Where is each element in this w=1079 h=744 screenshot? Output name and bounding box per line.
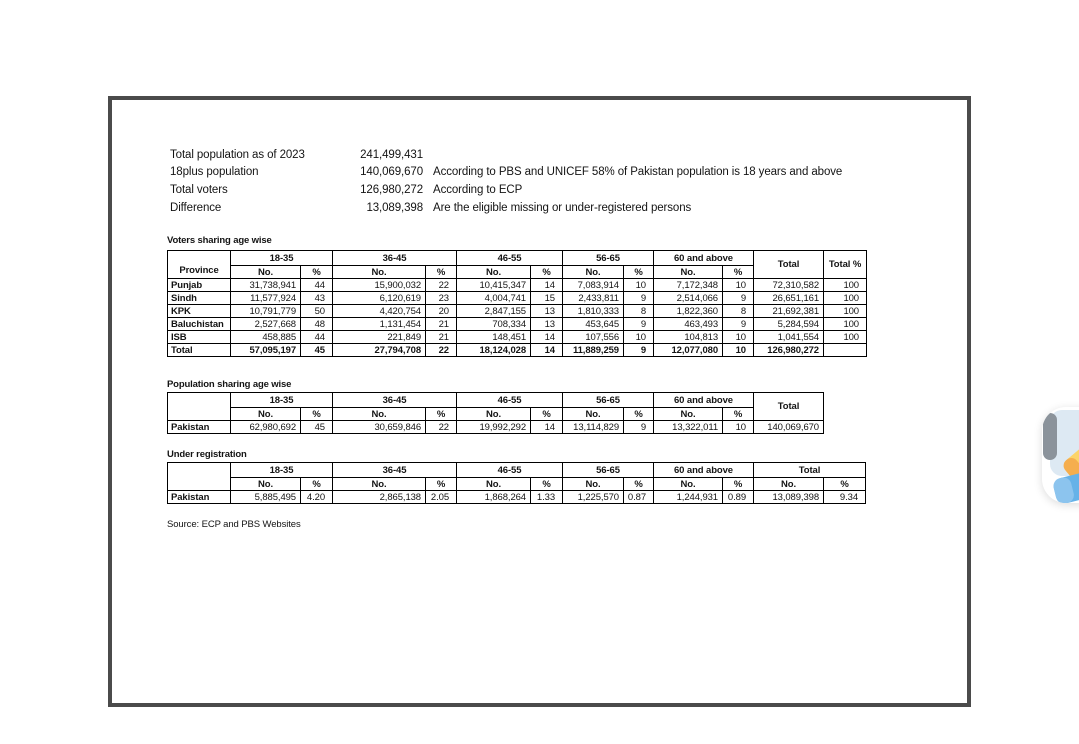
column-subheader: No. — [654, 478, 723, 491]
data-cell: 72,310,582 — [754, 279, 824, 292]
total-column-header: Total — [754, 463, 866, 478]
data-cell: 0.87 — [624, 491, 654, 504]
data-cell: 1,041,554 — [754, 331, 824, 344]
column-subheader: % — [624, 478, 654, 491]
column-subheader: No. — [754, 478, 824, 491]
data-cell: 15 — [531, 292, 563, 305]
data-cell: 221,849 — [333, 331, 426, 344]
summary-note: According to ECP — [433, 183, 523, 196]
data-cell: 2,527,668 — [231, 318, 301, 331]
column-subheader: % — [624, 266, 654, 279]
table-row — [168, 331, 867, 344]
data-cell: 2,847,155 — [457, 305, 531, 318]
data-cell: 140,069,670 — [754, 421, 824, 434]
data-cell: 10 — [624, 331, 654, 344]
data-cell: 2,433,811 — [563, 292, 624, 305]
column-subheader: % — [426, 266, 457, 279]
data-cell: 22 — [426, 344, 457, 357]
source-note: Source: ECP and PBS Websites — [167, 519, 301, 530]
summary-value: 126,980,272 — [360, 183, 423, 196]
table-row — [168, 318, 867, 331]
widget-launcher-button[interactable] — [1042, 407, 1079, 503]
data-cell: 10 — [723, 331, 754, 344]
data-cell — [824, 344, 867, 357]
column-subheader: No. — [231, 408, 301, 421]
data-cell: 9 — [624, 344, 654, 357]
summary-row — [170, 199, 842, 217]
column-subheader: % — [426, 408, 457, 421]
column-group-header: 18-35 — [231, 463, 333, 478]
data-cell: 44 — [301, 279, 333, 292]
column-subheader: % — [723, 266, 754, 279]
row-header: Baluchistan — [168, 318, 231, 331]
data-cell: 6,120,619 — [333, 292, 426, 305]
data-cell: 100 — [824, 292, 867, 305]
row-header: Sindh — [168, 292, 231, 305]
column-group-header: 18-35 — [231, 251, 333, 266]
total-column-header: Total — [754, 393, 824, 421]
data-cell: 12,077,080 — [654, 344, 723, 357]
row-header: Pakistan — [168, 421, 231, 434]
column-subheader: No. — [333, 408, 426, 421]
column-group-header: 36-45 — [333, 251, 457, 266]
data-cell: 2,865,138 — [333, 491, 426, 504]
summary-block — [170, 146, 842, 216]
column-subheader: % — [301, 266, 333, 279]
data-cell: 21 — [426, 331, 457, 344]
summary-value: 241,499,431 — [360, 148, 423, 161]
column-subheader: No. — [654, 266, 723, 279]
data-cell: 9 — [624, 318, 654, 331]
data-cell: 26,651,161 — [754, 292, 824, 305]
data-cell: 9 — [723, 318, 754, 331]
data-cell: 48 — [301, 318, 333, 331]
summary-row — [170, 146, 842, 164]
data-cell: 1,868,264 — [457, 491, 531, 504]
data-cell: 4.20 — [301, 491, 333, 504]
column-subheader: % — [531, 408, 563, 421]
data-cell: 45 — [301, 421, 333, 434]
summary-label: Total population as of 2023 — [170, 148, 305, 161]
column-group-header: 60 and above — [654, 463, 754, 478]
data-cell: 44 — [301, 331, 333, 344]
data-cell: 458,885 — [231, 331, 301, 344]
data-cell: 45 — [301, 344, 333, 357]
column-subheader: No. — [563, 408, 624, 421]
column-group-header: 46-55 — [457, 463, 563, 478]
total-pct-column-header: Total % — [824, 251, 867, 279]
data-cell: 57,095,197 — [231, 344, 301, 357]
column-group-header: 60 and above — [654, 251, 754, 266]
data-cell: 10 — [624, 279, 654, 292]
data-cell: 5,885,495 — [231, 491, 301, 504]
table-row — [168, 305, 867, 318]
data-cell: 1.33 — [531, 491, 563, 504]
corner-header — [168, 393, 231, 421]
column-subheader: % — [301, 408, 333, 421]
data-cell: 1,810,333 — [563, 305, 624, 318]
row-header: KPK — [168, 305, 231, 318]
data-cell: 43 — [301, 292, 333, 305]
data-cell: 19,992,292 — [457, 421, 531, 434]
data-cell: 2,514,066 — [654, 292, 723, 305]
data-cell: 30,659,846 — [333, 421, 426, 434]
document-page — [108, 96, 971, 707]
data-cell: 148,451 — [457, 331, 531, 344]
data-cell: 14 — [531, 344, 563, 357]
data-cell: 104,813 — [654, 331, 723, 344]
column-subheader: % — [301, 478, 333, 491]
data-cell: 23 — [426, 292, 457, 305]
summary-label: Total voters — [170, 183, 228, 196]
column-subheader: No. — [333, 478, 426, 491]
row-header: Total — [168, 344, 231, 357]
data-cell: 13,114,829 — [563, 421, 624, 434]
under-registration-table — [167, 462, 866, 504]
data-cell: 14 — [531, 331, 563, 344]
summary-value: 140,069,670 — [360, 166, 423, 179]
data-cell: 1,131,454 — [333, 318, 426, 331]
summary-row — [170, 164, 842, 182]
column-subheader: % — [824, 478, 866, 491]
row-header: Punjab — [168, 279, 231, 292]
data-cell: 7,172,348 — [654, 279, 723, 292]
total-column-header: Total — [754, 251, 824, 279]
data-cell: 13 — [531, 305, 563, 318]
data-cell: 10,791,779 — [231, 305, 301, 318]
data-cell: 1,822,360 — [654, 305, 723, 318]
data-cell: 107,556 — [563, 331, 624, 344]
data-cell: 100 — [824, 279, 867, 292]
column-group-header: 46-55 — [457, 251, 563, 266]
column-group-header: 56-65 — [563, 393, 654, 408]
widget-launcher-icon — [1042, 407, 1079, 503]
data-cell: 14 — [531, 279, 563, 292]
column-subheader: % — [723, 408, 754, 421]
table-row — [168, 421, 824, 434]
column-group-header: 36-45 — [333, 393, 457, 408]
column-subheader: No. — [563, 266, 624, 279]
table-row — [168, 279, 867, 292]
column-group-header: 56-65 — [563, 463, 654, 478]
corner-header — [168, 463, 231, 491]
data-cell: 9 — [624, 292, 654, 305]
data-cell: 13,322,011 — [654, 421, 723, 434]
data-cell: 126,980,272 — [754, 344, 824, 357]
data-cell: 14 — [531, 421, 563, 434]
column-subheader: % — [624, 408, 654, 421]
data-cell: 100 — [824, 305, 867, 318]
data-cell: 11,889,259 — [563, 344, 624, 357]
data-cell: 8 — [624, 305, 654, 318]
column-subheader: % — [531, 266, 563, 279]
column-subheader: No. — [333, 266, 426, 279]
data-cell: 10 — [723, 279, 754, 292]
voters-table-title: Voters sharing age wise — [167, 235, 272, 246]
data-cell: 4,420,754 — [333, 305, 426, 318]
column-subheader: No. — [457, 266, 531, 279]
voters-table — [167, 250, 867, 357]
column-subheader: % — [723, 478, 754, 491]
population-table — [167, 392, 824, 434]
row-header: ISB — [168, 331, 231, 344]
column-group-header: 56-65 — [563, 251, 654, 266]
data-cell: 62,980,692 — [231, 421, 301, 434]
data-cell: 0.89 — [723, 491, 754, 504]
data-cell: 21 — [426, 318, 457, 331]
column-subheader: No. — [231, 266, 301, 279]
data-cell: 22 — [426, 421, 457, 434]
column-subheader: No. — [563, 478, 624, 491]
column-subheader: No. — [457, 478, 531, 491]
summary-note: According to PBS and UNICEF 58% of Pakistan population is 18 years and above — [433, 166, 843, 179]
data-cell: 10,415,347 — [457, 279, 531, 292]
data-cell: 5,284,594 — [754, 318, 824, 331]
gray-bar-shape — [1043, 413, 1057, 460]
data-cell: 100 — [824, 331, 867, 344]
column-subheader: No. — [654, 408, 723, 421]
data-cell: 9 — [624, 421, 654, 434]
column-subheader: % — [426, 478, 457, 491]
data-cell: 7,083,914 — [563, 279, 624, 292]
column-subheader: No. — [231, 478, 301, 491]
data-cell: 50 — [301, 305, 333, 318]
data-cell: 13 — [531, 318, 563, 331]
data-cell: 10 — [723, 344, 754, 357]
column-subheader: % — [531, 478, 563, 491]
data-cell: 9 — [723, 292, 754, 305]
data-cell: 1,225,570 — [563, 491, 624, 504]
data-cell: 463,493 — [654, 318, 723, 331]
population-table-title: Population sharing age wise — [167, 379, 292, 390]
summary-label: 18plus population — [170, 166, 259, 179]
data-cell: 22 — [426, 279, 457, 292]
data-cell: 2.05 — [426, 491, 457, 504]
data-cell: 18,124,028 — [457, 344, 531, 357]
row-header: Pakistan — [168, 491, 231, 504]
table-row — [168, 491, 866, 504]
table-row — [168, 344, 867, 357]
data-cell: 708,334 — [457, 318, 531, 331]
column-group-header: 46-55 — [457, 393, 563, 408]
column-subheader: No. — [457, 408, 531, 421]
under-registration-table-title: Under registration — [167, 449, 247, 460]
data-cell: 9.34 — [824, 491, 866, 504]
data-cell: 453,645 — [563, 318, 624, 331]
data-cell: 11,577,924 — [231, 292, 301, 305]
data-cell: 100 — [824, 318, 867, 331]
data-cell: 10 — [723, 421, 754, 434]
data-cell: 8 — [723, 305, 754, 318]
data-cell: 20 — [426, 305, 457, 318]
summary-row — [170, 181, 842, 199]
table-row — [168, 292, 867, 305]
summary-value: 13,089,398 — [366, 201, 423, 214]
data-cell: 13,089,398 — [754, 491, 824, 504]
column-group-header: 60 and above — [654, 393, 754, 408]
column-group-header: 18-35 — [231, 393, 333, 408]
data-cell: 27,794,708 — [333, 344, 426, 357]
data-cell: 1,244,931 — [654, 491, 723, 504]
summary-label: Difference — [170, 201, 222, 214]
summary-note: Are the eligible missing or under-registered persons — [433, 201, 692, 214]
column-group-header: 36-45 — [333, 463, 457, 478]
province-column-header: Province — [168, 251, 231, 279]
data-cell: 4,004,741 — [457, 292, 531, 305]
data-cell: 21,692,381 — [754, 305, 824, 318]
data-cell: 31,738,941 — [231, 279, 301, 292]
data-cell: 15,900,032 — [333, 279, 426, 292]
